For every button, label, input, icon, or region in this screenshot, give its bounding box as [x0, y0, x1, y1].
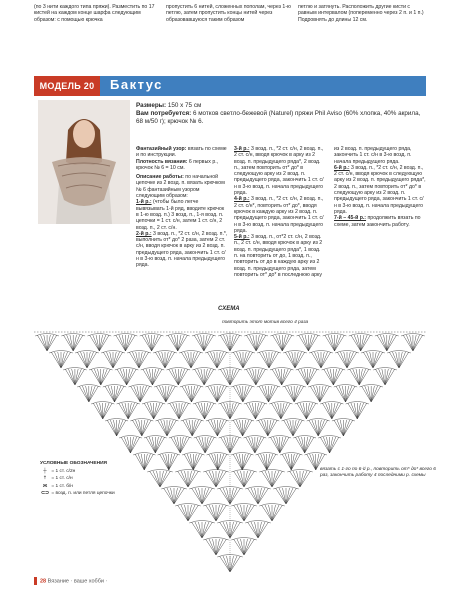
scheme-stitch	[139, 352, 146, 368]
scheme-stitch	[294, 386, 300, 402]
row6-label: 6-й р.:	[334, 164, 350, 171]
scheme-stitch	[161, 420, 167, 436]
scheme-stitch	[255, 437, 261, 453]
scheme-stitch	[359, 369, 365, 385]
instruction-column-2	[234, 146, 326, 278]
scheme-stitch	[318, 420, 324, 436]
legend-item	[40, 475, 115, 483]
pattern-label: Фантазийный узор:	[136, 146, 187, 152]
row4-text: 3 возд. п., *2 ст. с/н, 2 возд. п., 2 ст. с/н*, повторить от* до*, вводя крючок в каждую арку из 2 возд. п. предыдущего ряда, закончить 1 ст. с/н в 3-ю возд. п. начала предыдущего ряда.	[234, 196, 324, 234]
legend-item	[40, 468, 115, 476]
scheme-stitch	[153, 471, 160, 487]
scheme-stitch	[272, 505, 279, 521]
scheme-stitch	[286, 488, 293, 504]
scheme-stitch	[211, 386, 217, 402]
sizes-value: 150 x 75 см	[167, 102, 202, 109]
scheme-stitch	[315, 352, 322, 368]
scheme-stitch	[413, 335, 420, 351]
scheme-stitch	[152, 335, 159, 351]
scheme-stitch	[399, 352, 406, 368]
scheme-stitch	[261, 454, 267, 470]
scheme-stitch	[275, 403, 281, 419]
scheme-stitch	[330, 437, 336, 453]
scheme-stitch	[93, 335, 100, 351]
scheme-stitch	[146, 369, 152, 385]
scheme-stitch	[195, 522, 202, 538]
scheme-stitch	[216, 539, 223, 555]
scheme-stitch	[117, 420, 123, 436]
scheme-stitch	[371, 386, 377, 402]
scheme-stitch	[256, 335, 263, 351]
scheme-stitch	[87, 352, 94, 368]
scheme-stitch	[341, 352, 348, 368]
model-number-tag: МОДЕЛЬ 20	[34, 76, 100, 96]
materials-label: Вам потребуется:	[136, 110, 192, 117]
scheme-stitch	[293, 420, 299, 436]
scheme-stitch	[163, 454, 169, 470]
legend-symbol: ⊂⊃	[40, 491, 50, 496]
scheme-stitch	[308, 335, 315, 351]
row1-label: 1-й р.:	[136, 199, 152, 206]
scheme-title: СХЕМА	[218, 306, 240, 312]
scheme-stitch	[298, 437, 304, 453]
scheme-stitch	[205, 437, 211, 453]
scheme-stitch	[310, 454, 316, 470]
scheme-stitch	[256, 369, 262, 385]
sizes-label: Размеры:	[136, 102, 167, 109]
model-photo	[38, 100, 130, 224]
row2-text: 3 возд. п., *2 ст. с/н, 2 возд. п.*, выполнить от* до* 2 раза, затем 2 ст. с/н, вводя крючок в арку из 2 возд. п. предыдущего ряда, закончить 1 ст. с/н в 3-ю возд. п. начала предыдущего ряда.	[136, 230, 228, 269]
scheme-stitch	[343, 420, 349, 436]
legend-text: = 1 ст. с/2н	[51, 468, 76, 474]
scheme-stitch	[275, 369, 281, 385]
scheme-stitch	[145, 335, 152, 351]
scheme-stitch	[393, 352, 400, 368]
scheme-stitch	[107, 352, 114, 368]
scheme-stitch	[321, 352, 328, 368]
scheme-stitch	[265, 505, 272, 521]
scheme-stitch	[94, 369, 100, 385]
scheme-stitch	[325, 403, 331, 419]
legend	[40, 460, 115, 498]
scheme-stitch	[130, 437, 136, 453]
scheme-stitch	[236, 420, 242, 436]
model-specs	[136, 102, 426, 126]
scheme-stitch	[327, 369, 333, 385]
scheme-stitch	[185, 352, 192, 368]
scheme-stitch	[142, 420, 148, 436]
scheme-stitch	[81, 352, 88, 368]
legend-symbol: †	[43, 476, 47, 481]
scheme-stitch	[265, 471, 272, 487]
scheme-stitch	[335, 335, 342, 351]
scheme-stitch	[276, 335, 283, 351]
legend-text: = возд. п. или петля цепочки	[51, 491, 115, 496]
scheme-stitch	[249, 403, 255, 419]
scheme-stitch	[249, 369, 255, 385]
scheme-stitch	[313, 386, 319, 402]
scheme-stitch	[282, 335, 289, 351]
scheme-stitch	[120, 369, 126, 385]
scheme-stitch	[306, 403, 312, 419]
scheme-stitch	[258, 522, 265, 538]
scheme-stitch	[328, 335, 335, 351]
scheme-stitch	[165, 352, 172, 368]
scheme-stitch	[202, 488, 209, 504]
instruction-column-3	[334, 146, 426, 228]
scheme-stitch	[199, 437, 205, 453]
scheme-stitch	[230, 488, 237, 504]
crochet-scheme-diagram	[34, 326, 426, 576]
scheme-stitch	[180, 437, 186, 453]
scheme-stitch	[251, 522, 258, 538]
scheme-stitch	[354, 335, 361, 351]
scheme-stitch	[115, 386, 121, 402]
scheme-stitch	[166, 386, 172, 402]
scheme-stitch	[209, 505, 216, 521]
scheme-stitch	[178, 369, 184, 385]
scheme-stitch	[237, 352, 244, 368]
scheme-stitch	[281, 403, 287, 419]
scheme-stitch	[217, 420, 223, 436]
row7-text: продолжить вязать по схеме, затем закончить работу.	[334, 215, 421, 228]
scheme-stitch	[192, 420, 198, 436]
row5-continuation: из 2 возд. п. предыдущего ряда, закончить 1 ст. с/н в 3-ю возд. п. начала предыдущего ряда.	[334, 146, 412, 165]
scheme-stitch	[269, 386, 275, 402]
scheme-stitch	[96, 403, 102, 419]
instruction-column-1	[136, 146, 228, 269]
scheme-stitch	[262, 386, 268, 402]
row4-label: 4-й р.:	[234, 196, 250, 203]
scheme-stitch	[320, 386, 326, 402]
legend-symbol: Ж	[42, 483, 48, 489]
scheme-stitch	[301, 369, 307, 385]
row5-label: 5-й р.:	[234, 234, 250, 241]
scheme-stitch	[217, 352, 224, 368]
scheme-stitch	[185, 386, 191, 402]
scheme-stitch	[174, 488, 181, 504]
scheme-stitch	[357, 403, 363, 419]
scheme-stitch	[272, 471, 279, 487]
scheme-stitch	[223, 556, 230, 572]
scheme-stitch	[223, 522, 230, 538]
scheme-stitch	[243, 386, 249, 402]
scheme-stitch	[216, 505, 223, 521]
scheme-stitch	[172, 369, 178, 385]
page-number: 28	[40, 578, 47, 585]
scheme-stitch	[198, 403, 204, 419]
scheme-stitch	[205, 403, 211, 419]
scheme-stitch	[167, 488, 174, 504]
scheme-stitch	[263, 352, 270, 368]
scheme-stitch	[144, 454, 150, 470]
scheme-stitch	[192, 386, 198, 402]
scheme-stitch	[300, 471, 307, 487]
scheme-stitch	[249, 437, 255, 453]
scheme-stitch	[186, 420, 192, 436]
scheme-stitch	[337, 420, 343, 436]
scheme-stitch	[181, 505, 188, 521]
scheme-stitch	[211, 352, 218, 368]
row2-label: 2-й р.:	[136, 230, 152, 237]
scheme-stitch	[323, 437, 329, 453]
density-label: Плотность вязания:	[136, 158, 188, 165]
scheme-stitch	[167, 420, 173, 436]
scheme-stitch	[380, 335, 387, 351]
scheme-stitch	[289, 352, 296, 368]
scheme-stitch	[136, 420, 142, 436]
scheme-stitch	[295, 352, 302, 368]
scheme-stitch	[193, 454, 199, 470]
scheme-side-note: вязать с 1-го по 6-й р., повторить от* до* всего 6 раз, закончить работу 4 последними р. схемы	[320, 467, 436, 478]
scheme-stitch	[149, 437, 155, 453]
scheme-stitch	[154, 403, 160, 419]
scheme-stitch	[305, 437, 311, 453]
scheme-stitch	[73, 335, 80, 351]
legend-text: = 1 ст. с/н	[51, 476, 73, 481]
scheme-stitch	[237, 505, 244, 521]
scheme-stitch	[159, 352, 166, 368]
scheme-stitch	[282, 369, 288, 385]
scheme-stitch	[68, 369, 74, 385]
scheme-stitch	[209, 539, 216, 555]
scheme-stitch	[347, 352, 354, 368]
scheme-stitch	[155, 437, 161, 453]
scheme-stitch	[119, 335, 126, 351]
scheme-stitch	[181, 471, 188, 487]
scheme-stitch	[197, 335, 204, 351]
description-label: Описание работы:	[136, 174, 184, 181]
scheme-stitch	[195, 488, 202, 504]
row1-text: (чтобы было легче вывязывать 1-й ряд, вводите крючок в 1-ю возд. п.) 3 возд. п., 1-я возд. п. цепочки = 1 ст. с/н, затем 1 ст. с/н, 2 возд. п., 2 ст. с/н.	[136, 199, 225, 231]
page-footer	[34, 577, 107, 585]
scheme-stitch	[288, 386, 294, 402]
scheme-stitch	[152, 369, 158, 385]
scheme-stitch	[140, 386, 146, 402]
scheme-stitch	[113, 352, 120, 368]
scheme-stitch	[367, 352, 374, 368]
scheme-stitch	[55, 352, 62, 368]
scheme-stitch	[159, 386, 165, 402]
scheme-stitch	[191, 352, 198, 368]
scheme-stitch	[108, 386, 114, 402]
row3-label: 3-й р.:	[234, 146, 250, 152]
materials-value: 6 мотков светло-бежевой (Naturel) пряжи Phil Aviso (60% хлопка, 40% акрила, 68 м/50 г); крючок № 6.	[136, 110, 421, 125]
scheme-stitch	[243, 352, 250, 368]
scheme-stitch	[230, 437, 236, 453]
scheme-stitch	[237, 539, 244, 555]
scheme-stitch	[82, 386, 88, 402]
scheme-stitch	[173, 403, 179, 419]
scheme-stitch	[218, 454, 224, 470]
description-text: по начальной цепочке из 2 возд. п. вязать крючком № 6 фантазийным узором следующим образом:	[136, 174, 225, 200]
scheme-stitch	[224, 403, 230, 419]
scheme-stitch	[308, 369, 314, 385]
scheme-stitch	[293, 471, 300, 487]
scheme-stitch	[230, 522, 237, 538]
scheme-stitch	[406, 335, 413, 351]
row5-text: 3 возд. п., от*2 ст. с/н, 2 возд. п., 2 ст. с/н, вводя крючок в арку из 2 возд. п. предыдущего ряда*, 1 возд. п. на повторить от до, 1 возд. п., повторить от до в каждую арку из 2 возд. п. предыдущего ряда, затем повторить от* до* в последнюю арку	[234, 234, 323, 278]
scheme-stitch	[244, 471, 251, 487]
scheme-stitch	[291, 454, 297, 470]
model-title: Бактус	[110, 77, 163, 92]
scheme-stitch	[230, 335, 237, 351]
scheme-stitch	[187, 454, 193, 470]
legend-title: УСЛОВНЫЕ ОБОЗНАЧЕНИЯ	[40, 461, 107, 466]
scheme-stitch	[160, 471, 167, 487]
scheme-stitch	[41, 335, 48, 351]
scheme-stitch	[268, 420, 274, 436]
scheme-stitch	[280, 437, 286, 453]
scheme-stitch	[237, 471, 244, 487]
footer-magazine-name: Вязание · ваше хобби ·	[47, 578, 108, 585]
row7-label: 7-й – 45-й р.:	[334, 215, 367, 222]
scheme-stitch	[224, 437, 230, 453]
legend-item	[40, 490, 115, 498]
pattern-text: вязать по схеме и по инструкции.	[136, 146, 227, 159]
scheme-stitch	[209, 471, 216, 487]
scheme-stitch	[223, 335, 230, 351]
scheme-stitch	[138, 454, 144, 470]
scheme-stitch	[258, 488, 265, 504]
scheme-stitch	[128, 403, 134, 419]
scheme-stitch	[346, 386, 352, 402]
scheme-stitch	[122, 403, 128, 419]
scheme-stitch	[67, 335, 74, 351]
scheme-stitch	[179, 403, 185, 419]
scheme-stitch	[302, 335, 309, 351]
scheme-stitch	[198, 369, 204, 385]
scheme-stitch	[365, 386, 371, 402]
model-photo-illustration	[38, 100, 130, 224]
scheme-stitch	[255, 403, 261, 419]
footer-accent-bar	[34, 577, 37, 585]
scheme-stitch	[332, 403, 338, 419]
scheme-stitch	[103, 403, 109, 419]
scheme-stitch	[133, 352, 140, 368]
scheme-stitch	[385, 369, 391, 385]
scheme-stitch	[202, 522, 209, 538]
scheme-stitch	[188, 505, 195, 521]
scheme-stitch	[353, 369, 359, 385]
row3-text: 3 возд. п., *2 ст. с/н, 2 возд. п., 2 ст. с/н, вводя крючок в арку из 2 возд. п. предыдущего ряда*, 2 возд. п., затем повторить от* до* в следующую арку из 2 возд. п. предыдущего ряда, закончить 1 ст. с/н в 3-ю возд. п. начала предыдущего ряда.	[234, 146, 324, 197]
scheme-stitch	[244, 505, 251, 521]
top-column-3: петлю и затянуть. Расположить другие кисти с равным интервалом (попеременно через 2 п. и 1 п.) Подровнять до длины 12 см.	[298, 4, 424, 23]
scheme-stitch	[204, 335, 211, 351]
scheme-stitch	[243, 420, 249, 436]
model-header-bar	[34, 76, 426, 96]
scheme-stitch	[351, 403, 357, 419]
scheme-stitch	[373, 352, 380, 368]
scheme-stitch	[250, 335, 257, 351]
scheme-stitch	[216, 471, 223, 487]
scheme-stitch	[217, 386, 223, 402]
scheme-stitch	[300, 403, 306, 419]
legend-symbol: ┼	[43, 468, 47, 474]
scheme-stitch	[101, 369, 107, 385]
scheme-stitch	[333, 369, 339, 385]
scheme-stitch	[244, 539, 251, 555]
scheme-stitch	[110, 420, 116, 436]
scheme-stitch	[287, 420, 293, 436]
scheme-stitch	[267, 454, 273, 470]
scheme-stitch	[223, 488, 230, 504]
scheme-stitch	[361, 335, 368, 351]
scheme-stitch	[99, 335, 106, 351]
scheme-stitch	[61, 352, 68, 368]
scheme-stitch	[387, 335, 394, 351]
scheme-repeat-note: повторить этот мотив всего 4 раза	[222, 320, 309, 325]
scheme-stitch	[236, 386, 242, 402]
scheme-stitch	[125, 335, 132, 351]
scheme-stitch	[279, 488, 286, 504]
scheme-stitch	[212, 454, 218, 470]
scheme-stitch	[204, 369, 210, 385]
scheme-stitch	[89, 386, 95, 402]
scheme-stitch	[230, 403, 236, 419]
scheme-stitch	[269, 352, 276, 368]
scheme-stitch	[188, 471, 195, 487]
density-text: 6 первых р., крючок № 6 = 10 см.	[136, 158, 219, 171]
scheme-stitch	[236, 454, 242, 470]
scheme-stitch	[224, 369, 230, 385]
scheme-stitch	[262, 420, 268, 436]
scheme-stitch	[47, 335, 54, 351]
scheme-stitch	[211, 420, 217, 436]
scheme-stitch	[75, 369, 81, 385]
row6-text: 3 возд. п., *2 ст. с/н, 2 возд. п., 2 ст. с/н, вводя крючок в следующую арку из 2 возд. п. предыдущего ряда*, 2 возд. п., затем повторить от* до* в следующую арку из 2 возд. п. предыдущего ряда, закончить 1 ст. с/н в 3-ю возд. п. начала предыдущего ряда.	[334, 164, 426, 215]
scheme-stitch	[230, 556, 237, 572]
scheme-stitch	[242, 454, 248, 470]
scheme-stitch	[339, 386, 345, 402]
scheme-stitch	[147, 403, 153, 419]
scheme-stitch	[169, 454, 175, 470]
scheme-stitch	[379, 369, 385, 385]
top-column-2: пропустить 6 нитей, сложенных пополам, через 1-ю петлю, затем пропустить концы нитей через образовавшуюся таким образом	[166, 4, 291, 23]
legend-text: = 1 ст. б/н	[51, 483, 73, 489]
top-column-1: (по 3 нити каждого типа пряжи). Разместить по 17 кистей на каждом конце шарфа следующим образом: с помощью крючка	[34, 4, 155, 23]
scheme-stitch	[274, 437, 280, 453]
scheme-stitch	[174, 437, 180, 453]
scheme-stitch	[230, 369, 236, 385]
scheme-stitch	[134, 386, 140, 402]
scheme-stitch	[171, 335, 178, 351]
scheme-stitch	[127, 369, 133, 385]
scheme-stitch	[251, 488, 258, 504]
legend-item	[40, 483, 115, 491]
scheme-stitch	[178, 335, 185, 351]
scheme-stitch	[285, 454, 291, 470]
scheme-stitch	[124, 437, 130, 453]
scheme-stitch	[312, 420, 318, 436]
